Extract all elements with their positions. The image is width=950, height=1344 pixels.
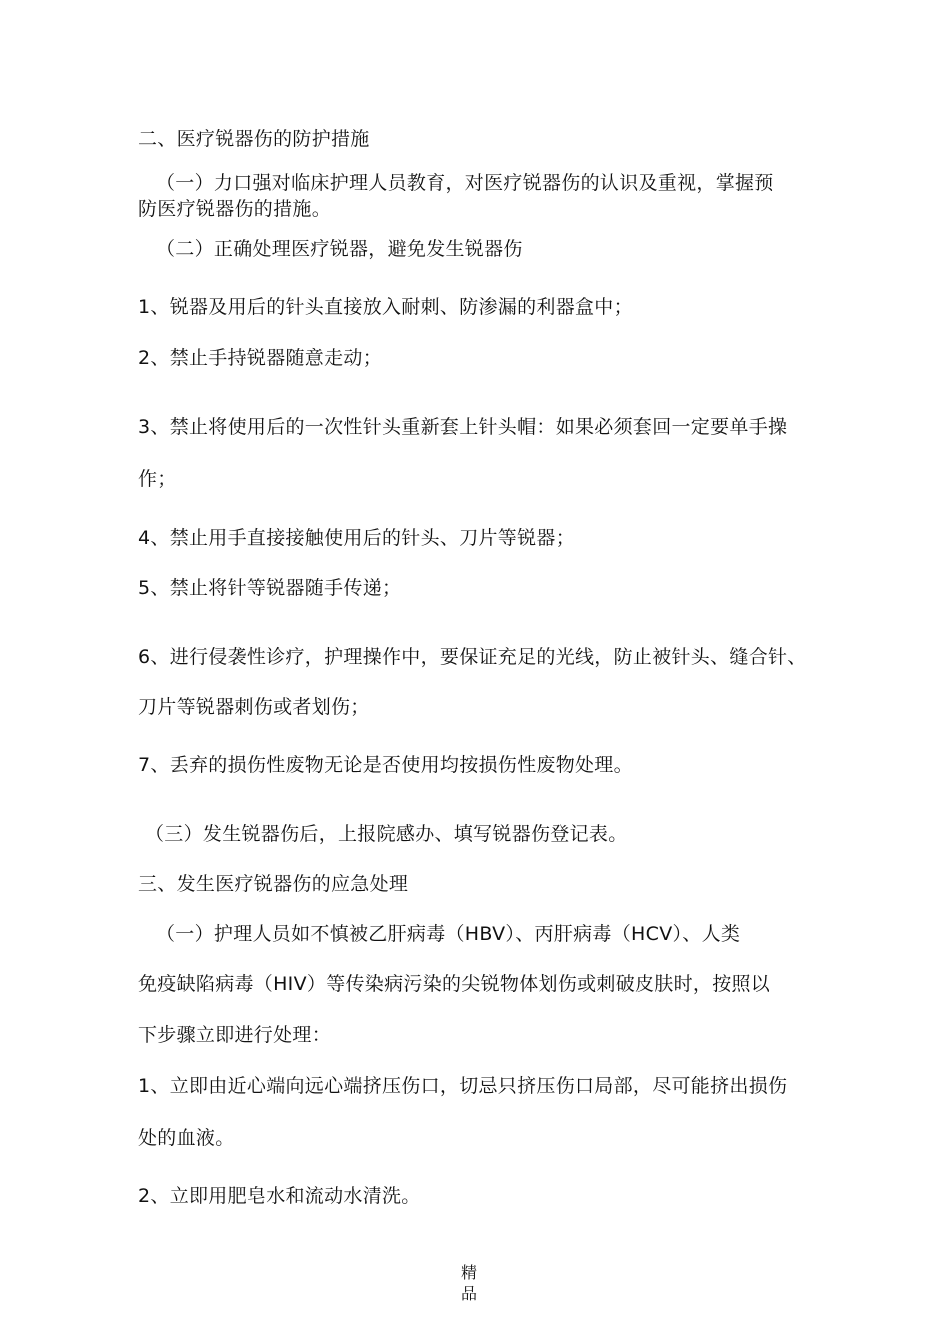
paragraph-line: 免疫缺陷病毒（HIV）等传染病污染的尖锐物体划伤或刺破皮肤时，按照以 xyxy=(138,973,771,995)
paragraph-line: （一）护理人员如不慎被乙肝病毒（HBV）、丙肝病毒（HCV）、人类 xyxy=(156,923,741,945)
list-item: 2、禁止手持锐器随意走动； xyxy=(138,347,382,369)
list-item: 3、禁止将使用后的一次性针头重新套上针头帽：如果必须套回一定要单手操 xyxy=(138,416,788,438)
subsection-heading: （二）正确处理医疗锐器，避免发生锐器伤 xyxy=(156,238,523,260)
footer-mark: 品 xyxy=(460,1284,477,1303)
section-heading: 三、发生医疗锐器伤的应急处理 xyxy=(138,873,409,895)
list-item: 5、禁止将针等锐器随手传递； xyxy=(138,577,402,599)
footer-mark: 精 xyxy=(460,1263,477,1282)
section-heading: 二、医疗锐器伤的防护措施 xyxy=(138,128,370,150)
list-item: 1、立即由近心端向远心端挤压伤口，切忌只挤压伤口局部，尽可能挤出损伤 xyxy=(138,1075,788,1097)
list-item: 7、丢弃的损伤性废物无论是否使用均按损伤性废物处理。 xyxy=(138,754,633,776)
subsection-heading: （三）发生锐器伤后，上报院感办、填写锐器伤登记表。 xyxy=(145,823,628,845)
list-item: 2、立即用肥皂水和流动水清洗。 xyxy=(138,1185,421,1207)
list-item: 1、锐器及用后的针头直接放入耐刺、防渗漏的利器盒中； xyxy=(138,296,633,318)
paragraph-line: 下步骤立即进行处理： xyxy=(138,1024,332,1046)
paragraph-line: （一）力口强对临床护理人员教育，对医疗锐器伤的认识及重视，掌握预 xyxy=(156,172,774,194)
list-item: 6、进行侵袭性诊疗，护理操作中，要保证充足的光线，防止被针头、缝合针、 xyxy=(138,646,807,668)
list-item-continuation: 作； xyxy=(138,468,177,490)
list-item-continuation: 处的血液。 xyxy=(138,1127,235,1149)
list-item: 4、禁止用手直接接触使用后的针头、刀片等锐器； xyxy=(138,527,575,549)
paragraph-line: 防医疗锐器伤的措施。 xyxy=(138,198,332,220)
list-item-continuation: 刀片等锐器刺伤或者划伤； xyxy=(138,696,370,718)
